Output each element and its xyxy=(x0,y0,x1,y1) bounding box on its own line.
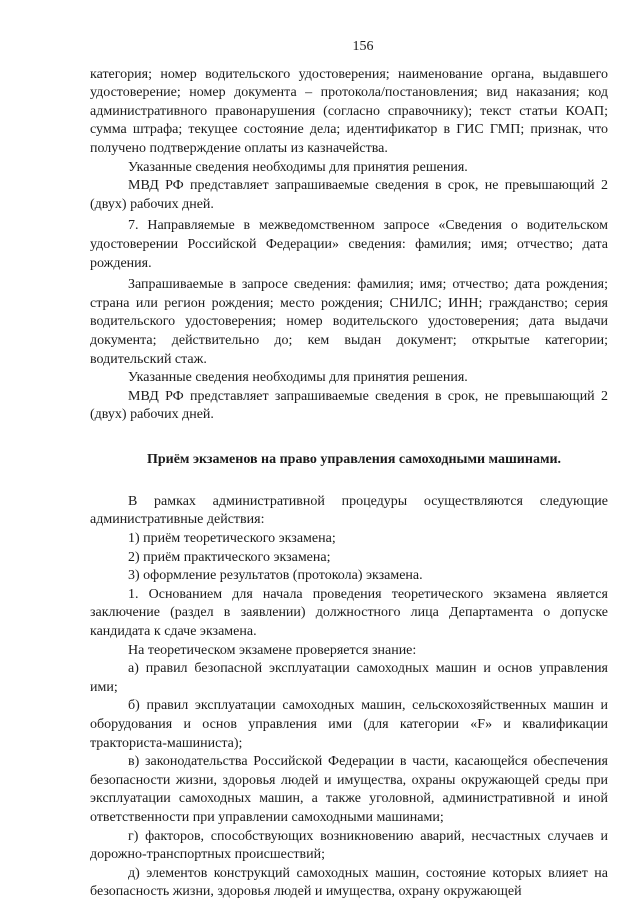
paragraph: Указанные сведения необходимы для принятия решения. xyxy=(128,159,468,175)
paragraph: В рамках административной процедуры осуществляются следующие административные действия: xyxy=(90,493,608,528)
paragraph: 1. Основанием для начала проведения теоретического экзамена является заключение (раздел в заявлении) должностного лица Департамента о допуске кандидата к сдаче экзамена. xyxy=(90,586,608,640)
page-number: 156 xyxy=(352,39,374,54)
list-item: б) правил эксплуатации самоходных машин, сельскохозяйственных машин и оборудования и основ управления ими (для категории «F» и квалификации тракториста-машиниста); xyxy=(90,698,608,751)
paragraph: Запрашиваемые в запросе сведения: фамилия; имя; отчество; дата рождения; страна или регион рождения; место рождения; СНИЛС; ИНН; гражданство; серия водительского удостоверения; номер водительского удостоверения; дата выдачи документа; действительно до; кем выдан документ; открытые категории; водительский стаж. xyxy=(90,277,608,367)
paragraph: Указанные сведения необходимы для принятия решения. xyxy=(128,370,468,386)
list-item: 3) оформление результатов (протокола) экзамена. xyxy=(128,568,423,584)
section-heading: Приём экзаменов на право управления самоходными машинами. xyxy=(146,451,562,467)
paragraph: МВД РФ представляет запрашиваемые сведения в срок, не превышающий 2 (двух) рабочих дней. xyxy=(90,388,608,423)
paragraph: 7. Направляемые в межведомственном запросе «Сведения о водительском удостоверении Российской Федерации» сведения: фамилия; имя; отчество; дата рождения. xyxy=(90,218,608,271)
list-item: д) элементов конструкций самоходных машин, состояние которых влияет на безопасность жизни, здоровья людей и имущества, охрану окружающей xyxy=(90,865,608,900)
list-item: 2) приём практического экзамена; xyxy=(128,549,331,565)
list-item: 1) приём теоретического экзамена; xyxy=(128,531,336,547)
list-item: а) правил безопасной эксплуатации самоходных машин и основ управления ими; xyxy=(90,661,608,695)
list-item: в) законодательства Российской Федерации в части, касающейся обеспечения безопасности жизни, здоровья людей и имущества, охраны окружающей среды при эксплуатации самоходных машин, а также уголовной, административной и иной ответственности при управлении самоходными машинами; xyxy=(90,754,608,825)
paragraph: МВД РФ представляет запрашиваемые сведения в срок, не превышающий 2 (двух) рабочих дней. xyxy=(90,178,608,212)
paragraph-continuation: категория; номер водительского удостоверения; наименование органа, выдавшего удостоверение; номер документа – протокола/постановления; вид наказания; код административного правонарушения (согласно справочнику); текст статьи КОАП; сумма штрафа; текущее состояние дела; идентификатор в ГИС ГМП; признак, что получено подтверждение оплаты из казначейства. xyxy=(90,66,608,156)
paragraph: На теоретическом экзамене проверяется знание: xyxy=(128,642,417,658)
list-item: г) факторов, способствующих возникновению аварий, несчастных случаев и дорожно-транспортных происшествий; xyxy=(90,828,608,863)
